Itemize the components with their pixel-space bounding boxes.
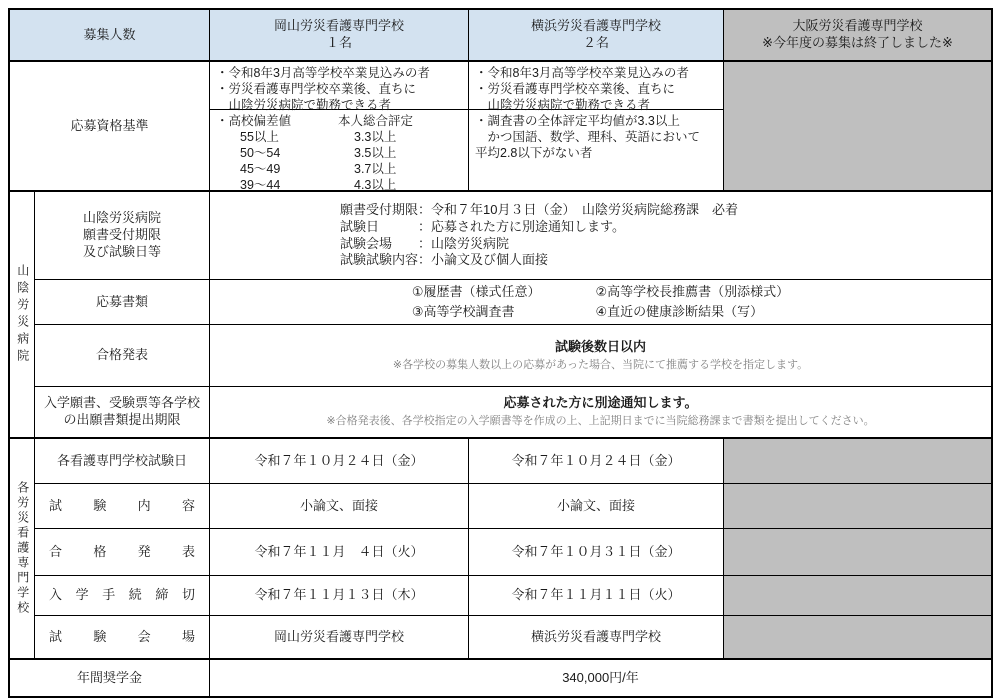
- submit-row-main: 応募された方に別途通知します。: [503, 395, 698, 411]
- eligibility-yokohama: [469, 62, 724, 190]
- documents-col2: ②高等学校長推薦書（別添様式） ④直近の健康診断結果（写）: [595, 283, 790, 319]
- eligibility-label: 応募資格基準: [10, 62, 210, 190]
- eligibility-row: [10, 62, 991, 190]
- pass-row-label: 合格発表: [35, 325, 210, 387]
- hospital-application-row: [35, 192, 991, 280]
- exam-date-okayama: 令和７年１０月２４日（金）: [210, 439, 469, 484]
- exam-date-osaka-inactive: [724, 439, 991, 484]
- eligibility-osaka-inactive: [724, 62, 991, 190]
- scholarship-row: [10, 660, 991, 696]
- exam-venue-label: 試験会場: [35, 616, 210, 658]
- exam-content-osaka-inactive: [724, 484, 991, 529]
- school-name: 大阪労災看護専門学校: [792, 18, 923, 34]
- school-pass-label: 合格発表: [35, 529, 210, 576]
- scholarship-label: 年間奨学金: [10, 660, 210, 696]
- schools-section: [10, 437, 991, 658]
- exam-venue-yokohama: 横浜労災看護専門学校: [469, 616, 724, 658]
- school-header-okayama: [210, 10, 469, 62]
- submit-row-details: [210, 387, 991, 437]
- exam-content-label: 試験内容: [35, 484, 210, 529]
- documents-row-details: [210, 280, 991, 325]
- school-quota: ２名: [582, 35, 609, 50]
- exam-date-row: [35, 439, 991, 484]
- exam-venue-row: [35, 616, 991, 658]
- recruit-count-header: [10, 10, 210, 62]
- hospital-side-label: 山陰労災病院: [10, 192, 35, 437]
- pass-row-main: 試験後数日以内: [554, 338, 646, 354]
- application-row-label: 山陰労災病院 願書受付期限 及び試験日等: [35, 192, 210, 280]
- enroll-deadline-yokohama: 令和７年１１月１１日（火）: [469, 576, 724, 616]
- submit-row-label: 入学願書、受験票等各学校 の出願書類提出期限: [35, 387, 210, 437]
- scholarship-section: [10, 658, 991, 696]
- pass-row-note: ※各学校の募集人数以上の応募があった場合、当院にて推薦する学校を指定します。: [392, 358, 809, 371]
- hospital-documents-row: [35, 280, 991, 325]
- application-row-details: 願書受付期限：令和７年10月３日（金） 山陰労災病院総務課 必着 試験日 ：応募された方に別途通知します。 試験会場 ：山陰労災病院 試験試験内容：小論文及び個人面接: [210, 192, 991, 280]
- hospital-pass-row: [35, 325, 991, 387]
- recruit-count-label: 募集人数: [83, 26, 136, 42]
- exam-content-row: [35, 484, 991, 529]
- exam-date-yokohama: 令和７年１０月２４日（金）: [469, 439, 724, 484]
- eligibility-okayama-grad: ・令和8年3月高等学校卒業見込みの者 ・労災看護専門学校卒業後、直ちに 山陰労災病院で勤務できる者: [210, 62, 468, 110]
- eligibility-okayama-criteria: ・高校偏差値 本人総合評定 55以上 3.3以上 50～54 3.5以上 45～49 3.7以上 39～44 4.3以上: [216, 114, 414, 192]
- enroll-deadline-label: 入学手続締切: [35, 576, 210, 616]
- school-pass-yokohama: 令和７年１０月３１日（金）: [469, 529, 724, 576]
- hospital-section: [10, 190, 991, 437]
- exam-content-okayama: 小論文、面接: [210, 484, 469, 529]
- exam-date-label: 各看護専門学校試験日: [35, 439, 210, 484]
- recruitment-table: [8, 8, 993, 698]
- exam-venue-osaka-inactive: [724, 616, 991, 658]
- scholarship-value: 340,000円/年: [562, 669, 639, 685]
- enroll-deadline-row: [35, 576, 991, 616]
- documents-row-label: 応募書類: [35, 280, 210, 325]
- schools-side-label: 各労災看護専門学校: [10, 439, 35, 658]
- school-header-osaka: [724, 10, 991, 62]
- eligibility-yokohama-grad: ・令和8年3月高等学校卒業見込みの者 ・労災看護専門学校卒業後、直ちに 山陰労災病院で勤務できる者: [469, 62, 723, 110]
- eligibility-okayama: [210, 62, 469, 190]
- school-pass-osaka-inactive: [724, 529, 991, 576]
- school-pass-okayama: 令和７年１１月 ４日（火）: [210, 529, 469, 576]
- school-pass-row: [35, 529, 991, 576]
- enroll-deadline-osaka-inactive: [724, 576, 991, 616]
- header-row: [10, 10, 991, 62]
- enroll-deadline-okayama: 令和７年１１月１３日（木）: [210, 576, 469, 616]
- eligibility-yokohama-criteria: ・調査書の全体評定平均値が3.3以上 かつ国語、数学、理科、英語において 平均2.8以下がない者: [475, 114, 701, 160]
- pass-row-details: [210, 325, 991, 387]
- school-name: 岡山労災看護専門学校: [273, 18, 404, 34]
- school-header-yokohama: [469, 10, 724, 62]
- school-closed-notice: ※今年度の募集は終了しました※: [762, 35, 953, 50]
- exam-content-yokohama: 小論文、面接: [469, 484, 724, 529]
- school-quota: １名: [325, 35, 352, 50]
- hospital-submit-row: [35, 387, 991, 437]
- exam-venue-okayama: 岡山労災看護専門学校: [210, 616, 469, 658]
- school-name: 横浜労災看護専門学校: [530, 18, 661, 34]
- submit-row-note: ※合格発表後、各学校指定の入学願書等を作成の上、上記期日までに当院総務課まで書類を提出してください。: [326, 415, 875, 428]
- documents-col1: ①履歴書（様式任意） ③高等学校調査書: [411, 283, 541, 319]
